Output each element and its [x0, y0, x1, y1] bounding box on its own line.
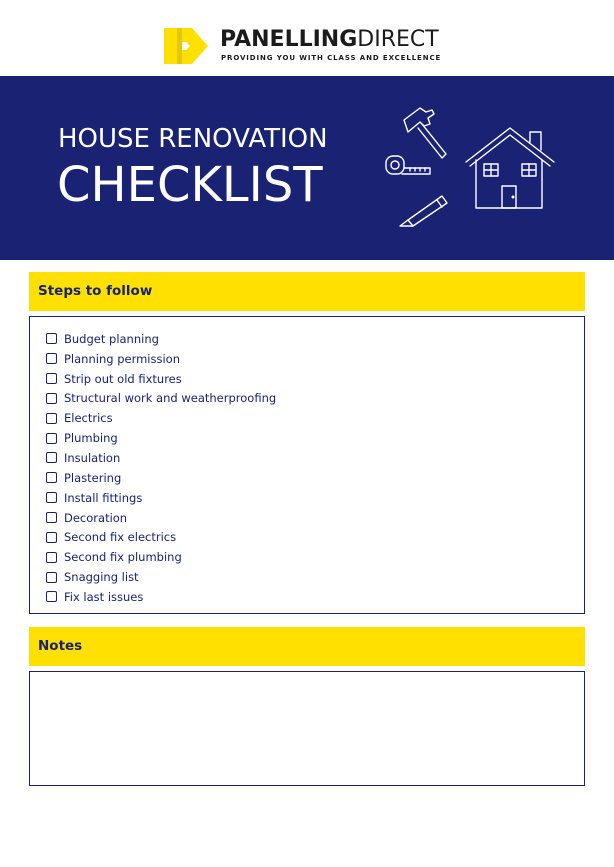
checkbox[interactable] [46, 492, 57, 503]
steps-heading: Steps to follow [38, 283, 153, 299]
checklist-item[interactable] [46, 468, 276, 488]
checkbox[interactable] [46, 433, 57, 444]
brand-name [220, 28, 439, 52]
checklist-item-label: Structural work and weatherproofing [64, 391, 277, 406]
checkbox[interactable] [46, 393, 57, 404]
checklist-item[interactable] [46, 488, 276, 508]
checklist-item[interactable] [46, 587, 276, 607]
checklist-item-label: Insulation [64, 450, 121, 465]
steps-checklist-box [29, 316, 585, 614]
checkbox[interactable] [46, 373, 57, 384]
pencil-icon [400, 196, 447, 226]
house-icon [466, 128, 554, 208]
steps-heading-bar [29, 272, 585, 311]
checklist-item-label: Second fix plumbing [64, 550, 182, 565]
checklist-item[interactable] [46, 527, 276, 547]
checkbox[interactable] [46, 552, 57, 563]
checklist-item-label: Budget planning [64, 331, 159, 346]
checklist-item-label: Install fittings [64, 490, 143, 505]
checklist-item[interactable] [46, 428, 276, 448]
steps-checklist [46, 329, 276, 607]
checkbox[interactable] [46, 512, 57, 523]
checkbox[interactable] [46, 472, 57, 483]
checklist-item-label: Electrics [64, 411, 113, 426]
checklist-item[interactable] [46, 448, 276, 468]
checklist-item-label: Strip out old fixtures [64, 371, 182, 386]
checklist-item[interactable] [46, 389, 276, 409]
checklist-item[interactable] [46, 329, 276, 349]
checklist-item-label: Plumbing [64, 431, 118, 446]
hero-title-line2: CHECKLIST [57, 157, 323, 213]
checklist-item[interactable] [46, 547, 276, 567]
brand-name-bold: PANELLING [220, 27, 358, 52]
checklist-item[interactable] [46, 369, 276, 389]
checkbox[interactable] [46, 452, 57, 463]
hammer-icon [404, 108, 446, 158]
checklist-item[interactable] [46, 508, 276, 528]
tape-measure-icon [386, 156, 430, 174]
checklist-item[interactable] [46, 349, 276, 369]
brand-tagline: PROVIDING YOU WITH CLASS AND EXCELLENCE [221, 54, 442, 62]
checkbox[interactable] [46, 591, 57, 602]
checkbox[interactable] [46, 333, 57, 344]
checklist-item-label: Planning permission [64, 351, 180, 366]
checkbox[interactable] [46, 572, 57, 583]
renovation-tools-illustration [380, 102, 560, 232]
checklist-item-label: Snagging list [64, 570, 139, 585]
checklist-item[interactable] [46, 408, 276, 428]
hero-banner [0, 76, 614, 260]
panelling-direct-logo-icon [164, 28, 208, 64]
checkbox[interactable] [46, 413, 57, 424]
checklist-item-label: Fix last issues [64, 589, 144, 604]
checklist-item[interactable] [46, 567, 276, 587]
brand-name-light: DIRECT [357, 27, 439, 52]
checkbox[interactable] [46, 532, 57, 543]
logo-header [0, 0, 614, 76]
checkbox[interactable] [46, 353, 57, 364]
checklist-item-label: Second fix electrics [64, 530, 177, 545]
notes-heading-bar [29, 627, 585, 666]
checklist-item-label: Plastering [64, 470, 122, 485]
checklist-item-label: Decoration [64, 510, 128, 525]
notes-field[interactable] [29, 671, 585, 786]
notes-heading: Notes [38, 638, 83, 654]
hero-title-line1: HOUSE RENOVATION [58, 124, 328, 154]
